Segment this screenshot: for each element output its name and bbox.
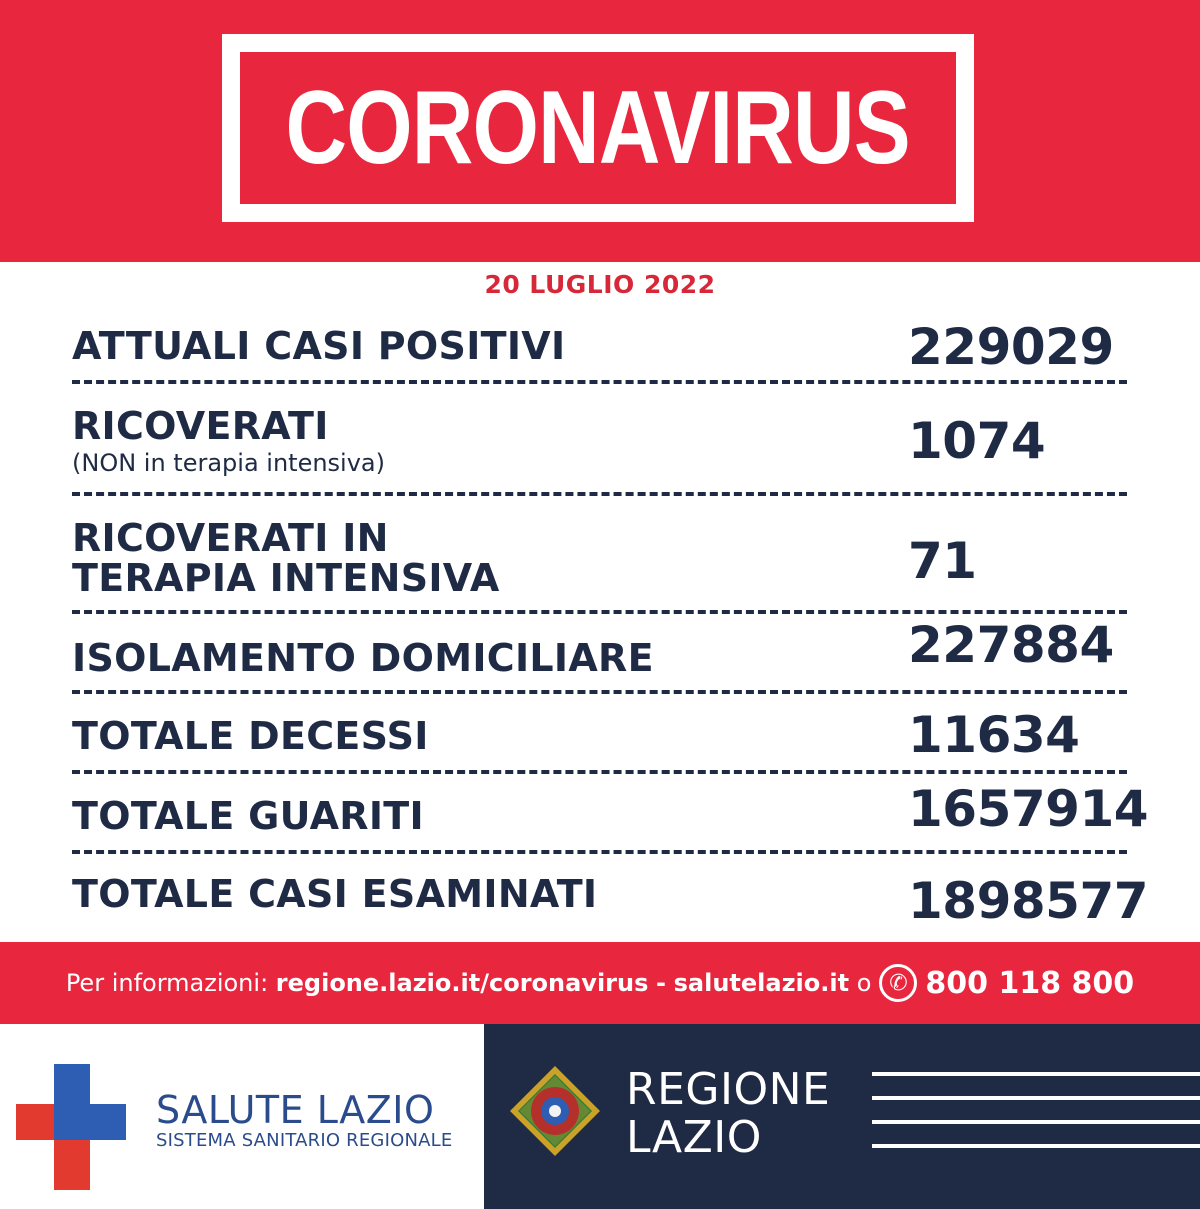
stat-label: ATTUALI CASI POSITIVI: [72, 324, 566, 368]
title-frame: [222, 34, 974, 222]
decorative-stripe: [872, 1144, 1200, 1148]
info-or: o: [856, 969, 872, 997]
info-separator: -: [656, 969, 666, 997]
report-date: 20 LUGLIO 2022: [484, 270, 716, 299]
stat-label-line2: TERAPIA INTENSIVA: [72, 556, 500, 600]
link-regione-lazio-coronavirus[interactable]: regione.lazio.it/coronavirus: [275, 969, 649, 997]
stat-value: 227884: [908, 616, 1114, 674]
regione-lazio-panel: [484, 1024, 1200, 1209]
salute-lazio-panel: [0, 1024, 484, 1209]
decorative-stripe: [872, 1072, 1200, 1076]
info-prefix: Per informazioni:: [65, 969, 269, 997]
stat-label-line1: RICOVERATI IN: [72, 516, 389, 560]
salute-lazio-subtitle: SISTEMA SANITARIO REGIONALE: [156, 1130, 453, 1151]
stat-label: ISOLAMENTO DOMICILIARE: [72, 636, 654, 680]
stat-sublabel: (NON in terapia intensiva): [72, 449, 385, 477]
stat-value: 1657914: [908, 780, 1149, 838]
row-divider: [72, 690, 1127, 694]
row-divider: [72, 380, 1127, 384]
decorative-stripe: [872, 1120, 1200, 1124]
regione-lazio-emblem-icon: [508, 1064, 602, 1158]
row-divider: [72, 770, 1127, 774]
stat-label: TOTALE DECESSI: [72, 714, 429, 758]
info-bar: [0, 942, 1200, 1024]
page-title: CORONAVIRUS: [285, 69, 911, 186]
row-divider: [72, 850, 1127, 854]
stat-value: 11634: [908, 706, 1080, 764]
stat-label: TOTALE CASI ESAMINATI: [72, 872, 598, 916]
row-divider: [72, 610, 1127, 614]
row-divider: [72, 492, 1127, 496]
link-salutelazio[interactable]: salutelazio.it: [673, 969, 850, 997]
header-banner: [0, 0, 1200, 262]
regione-lazio-title-line1: REGIONE: [626, 1064, 831, 1115]
phone-icon: ✆: [879, 964, 917, 1002]
salute-lazio-title: SALUTE LAZIO: [156, 1088, 435, 1132]
stat-value: 1074: [908, 412, 1046, 470]
phone-number[interactable]: 800 118 800: [925, 965, 1135, 1001]
stat-value: 1898577: [908, 872, 1149, 930]
stat-value: 229029: [908, 318, 1114, 376]
medical-cross-icon: [16, 1064, 126, 1190]
title-box: [240, 52, 956, 204]
regione-lazio-title-line2: LAZIO: [626, 1112, 762, 1163]
stat-label: RICOVERATI: [72, 404, 329, 448]
stat-label: TOTALE GUARITI: [72, 794, 424, 838]
decorative-stripe: [872, 1096, 1200, 1100]
stat-value: 71: [908, 532, 977, 590]
